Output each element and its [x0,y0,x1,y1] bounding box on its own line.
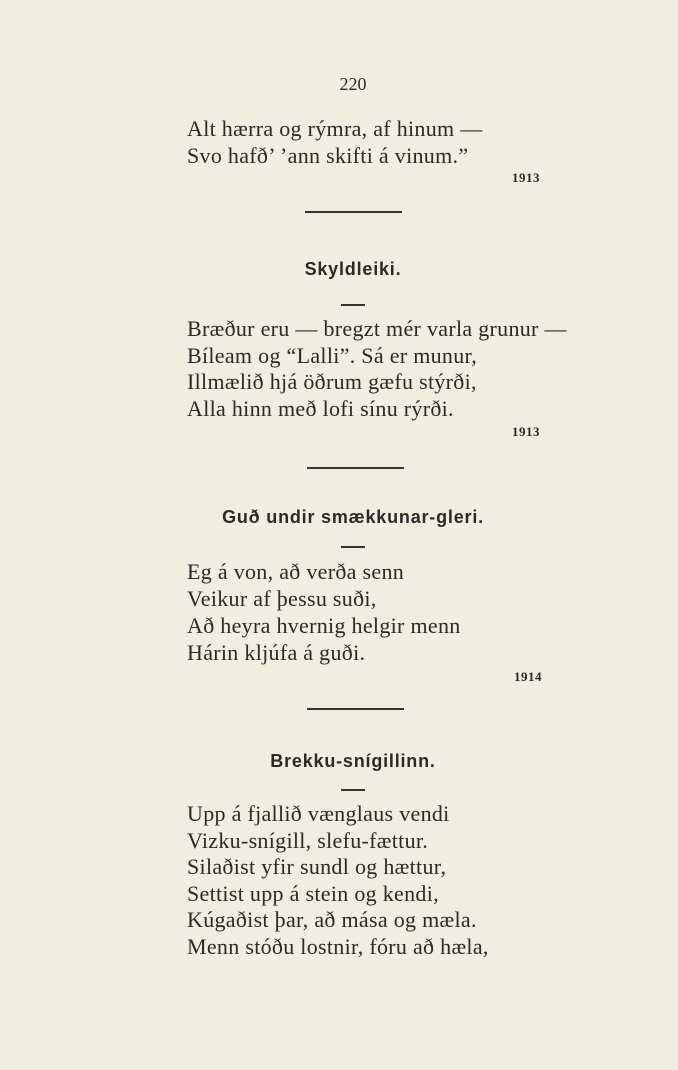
title-dash [341,789,365,791]
verse-line: Silaðist yfir sundl og hættur, [187,854,447,879]
page-number: 220 [339,74,367,94]
verse-line: Illmælið hjá öðrum gæfu stýrði, [187,369,477,394]
verse-line: Upp á fjallið vænglaus vendi [187,801,450,826]
verse-line: Hárin kljúfa á guði. [187,640,366,665]
title-dash [341,304,365,306]
section-divider [307,708,404,710]
poem-year: 1913 [512,170,540,185]
poem-title: Guð undir smækkunar-gleri. [222,507,484,527]
verse-line: Alla hinn með lofi sínu rýrði. [187,396,454,421]
title-dash [341,546,365,548]
poem-title: Skyldleiki. [304,259,402,279]
verse-line: Svo hafð’ ’ann skifti á vinum.” [187,143,469,168]
section-divider [307,467,404,469]
poem-title: Brekku-snígillinn. [270,751,436,771]
verse-line: Eg á von, að verða senn [187,559,405,584]
verse-line: Alt hærra og rýmra, af hinum — [187,116,483,141]
verse-line: Bíleam og “Lalli”. Sá er munur, [187,343,478,368]
verse-line: Að heyra hvernig helgir menn [187,613,461,638]
poem-year: 1914 [514,669,542,684]
verse-line: Menn stóðu lostnir, fóru að hæla, [187,934,489,959]
section-divider [305,211,402,213]
verse-line: Bræður eru — bregzt mér varla grunur — [187,316,567,341]
poem-year: 1913 [512,424,540,439]
verse-line: Kúgaðist þar, að mása og mæla. [187,907,477,932]
verse-line: Settist upp á stein og kendi, [187,881,439,906]
verse-line: Vizku-snígill, slefu-fættur. [187,828,429,853]
verse-line: Veikur af þessu suði, [187,586,377,611]
